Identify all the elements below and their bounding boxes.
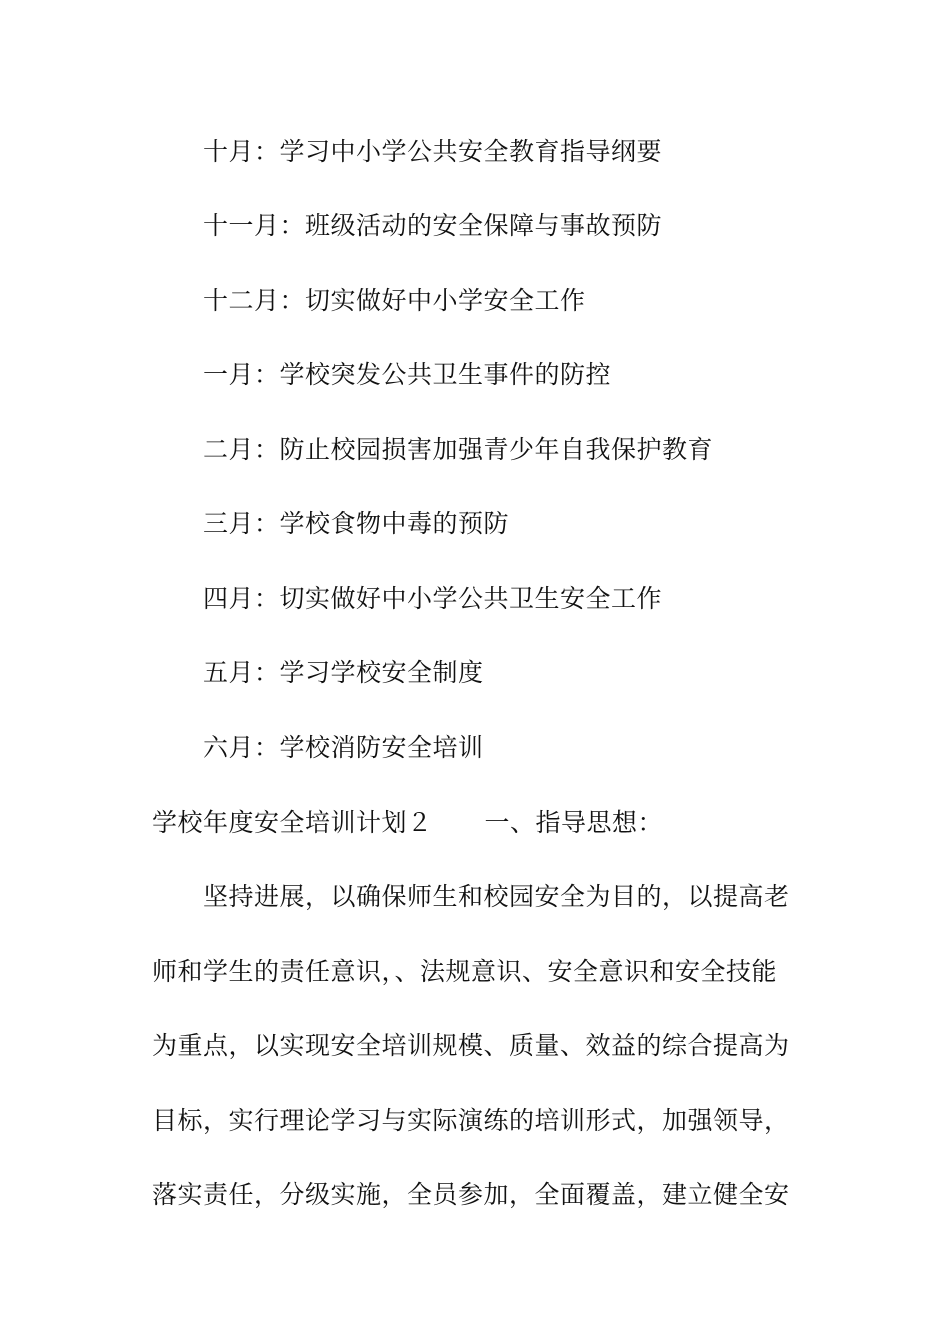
section-title: 学校年度安全培训计划２ xyxy=(152,808,433,837)
schedule-separator: ： xyxy=(254,584,280,613)
schedule-separator: ： xyxy=(254,360,280,389)
schedule-item-october xyxy=(203,137,662,167)
schedule-item-november xyxy=(203,211,662,241)
schedule-item-june xyxy=(203,733,484,763)
schedule-topic: 切实做好中小学公共卫生安全工作 xyxy=(279,584,663,613)
section-subtitle: 一、指导思想： xyxy=(484,808,664,837)
schedule-month: 五月 xyxy=(203,658,255,687)
schedule-item-march xyxy=(203,509,509,539)
schedule-separator: ： xyxy=(254,658,280,687)
schedule-topic: 防止校园损害加强青少年自我保护教育 xyxy=(279,435,714,464)
schedule-item-february xyxy=(203,435,713,465)
paragraph-line: 目标，实行理论学习与实际演练的培训形式，加强领导， xyxy=(152,1106,790,1135)
schedule-month: 一月 xyxy=(203,360,255,389)
schedule-topic: 学习中小学公共安全教育指导纲要 xyxy=(279,137,663,166)
schedule-separator: ： xyxy=(254,733,280,762)
schedule-topic: 学习学校安全制度 xyxy=(279,658,484,687)
schedule-separator: ： xyxy=(279,211,306,240)
schedule-separator: ： xyxy=(279,286,306,315)
schedule-separator: ： xyxy=(254,137,280,166)
schedule-item-may xyxy=(203,658,484,688)
schedule-item-january xyxy=(203,360,611,390)
schedule-month: 十二月 xyxy=(203,286,280,315)
paragraph-line: 落实责任，分级实施，全员参加，全面覆盖，建立健全安 xyxy=(152,1180,790,1209)
paragraph-line: 为重点，以实现安全培训规模、质量、效益的综合提高为 xyxy=(152,1031,790,1060)
schedule-topic: 学校突发公共卫生事件的防控 xyxy=(279,360,612,389)
paragraph-line: 师和学生的责任意识，、法规意识、安全意识和安全技能 xyxy=(152,957,778,986)
schedule-month: 十一月 xyxy=(203,211,280,240)
schedule-month: 六月 xyxy=(203,733,255,762)
schedule-topic: 学校食物中毒的预防 xyxy=(279,509,510,538)
section-heading xyxy=(152,808,663,838)
schedule-separator: ： xyxy=(254,509,280,538)
schedule-month: 十月 xyxy=(203,137,255,166)
schedule-month: 三月 xyxy=(203,509,255,538)
paragraph-line: 坚持进展，以确保师生和校园安全为目的，以提高老 xyxy=(203,882,790,911)
schedule-topic: 班级活动的安全保障与事故预防 xyxy=(305,211,663,240)
schedule-topic: 学校消防安全培训 xyxy=(279,733,484,762)
schedule-month: 二月 xyxy=(203,435,255,464)
schedule-month: 四月 xyxy=(203,584,255,613)
schedule-item-december xyxy=(203,286,586,316)
schedule-item-april xyxy=(203,584,662,614)
schedule-separator: ： xyxy=(254,435,280,464)
schedule-topic: 切实做好中小学安全工作 xyxy=(305,286,586,315)
